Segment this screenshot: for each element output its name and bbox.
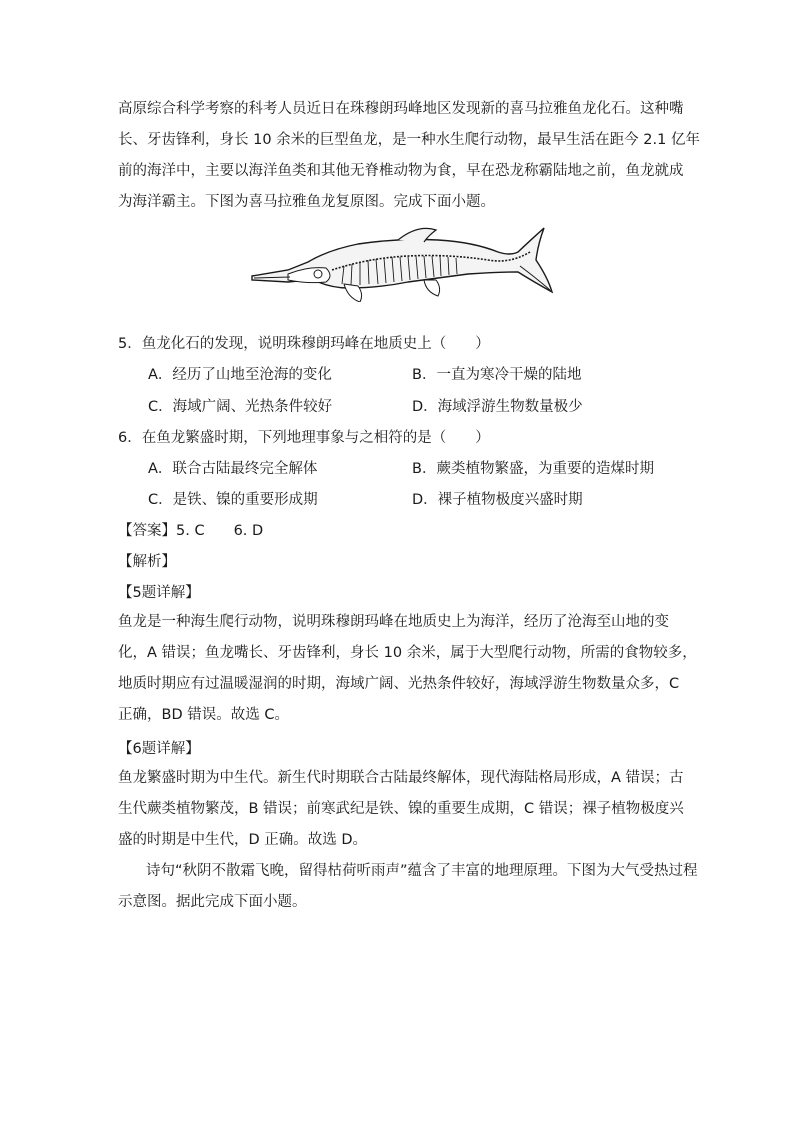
question-6-option-c: C．是铁、镍的重要形成期 [148, 492, 318, 508]
question-5-option-d: D．海域浮游生物数量极少 [412, 399, 583, 415]
question-6-option-d: D．裸子植物极度兴盛时期 [412, 492, 583, 508]
analysis-label: 【解析】 [118, 554, 176, 570]
poem-line: 诗句“秋阴不散霜飞晚，留得枯荷听雨声”蕴含了丰富的地理原理。下图为大气受热过程 [146, 863, 698, 879]
intro-line: 高原综合科学考察的科考人员近日在珠穆朗玛峰地区发现新的喜马拉雅鱼龙化石。这种嘴 [118, 101, 684, 117]
question-6-option-b: B．蕨类植物繁盛，为重要的造煤时期 [412, 461, 654, 477]
detail-6-line: 生代蕨类植物繁茂，B 错误；前寒武纪是铁、镍的重要生成期，C 错误；裸子植物极度兴 [118, 801, 684, 817]
question-5-option-a: A．经历了山地至沧海的变化 [148, 367, 332, 383]
intro-paragraph [118, 94, 700, 218]
question-5-option-c: C．海域广阔、光热条件较好 [148, 399, 333, 415]
detail-5-line: 鱼龙是一种海生爬行动物，说明珠穆朗玛峰在地质史上为海洋，经历了沧海至山地的变 [118, 614, 669, 630]
detail-5-line: 地质时期应有过温暖湿润的时期，海域广阔、光热条件较好，海域浮游生物数量众多，C [118, 676, 680, 692]
poem-line: 示意图。据此完成下面小题。 [118, 894, 307, 910]
detail-5-heading: 【5题详解】 [118, 585, 200, 601]
intro-line: 长、牙齿锋利，身长 10 余米的巨型鱼龙，是一种水生爬行动物，最早生活在距今 2.1 亿年 [118, 132, 700, 148]
detail-6-paragraph [118, 763, 684, 856]
intro-line: 为海洋霸主。下图为喜马拉雅鱼龙复原图。完成下面小题。 [118, 194, 495, 210]
question-6-option-a: A．联合古陆最终完全解体 [148, 461, 318, 477]
detail-6-line: 盛的时期是中生代，D 正确。故选 D。 [118, 832, 368, 848]
detail-5-line: 化，A 错误；鱼龙嘴长、牙齿锋利，身长 10 余米，属于大型爬行动物，所需的食物较多， [118, 645, 697, 661]
detail-5-line: 正确，BD 错误。故选 C。 [118, 707, 289, 723]
detail-6-line: 鱼龙繁盛时期为中生代。新生代时期联合古陆最终解体，现代海陆格局形成，A 错误；古 [118, 770, 684, 786]
detail-6-heading: 【6题详解】 [118, 741, 200, 757]
detail-5-paragraph [118, 607, 697, 731]
ichthyosaur-skeleton-icon [248, 222, 554, 302]
poem-paragraph [118, 856, 698, 918]
answer-line: 【答案】5. C 6. D [118, 523, 264, 539]
intro-line: 前的海洋中，主要以海洋鱼类和其他无脊椎动物为食，早在恐龙称霸陆地之前，鱼龙就成 [118, 163, 684, 179]
question-6-stem: 6．在鱼龙繁盛时期，下列地理事象与之相符的是（ ） [118, 430, 490, 446]
question-5-stem: 5．鱼龙化石的发现，说明珠穆朗玛峰在地质史上（ ） [118, 336, 490, 352]
question-5-option-b: B．一直为寒冷干燥的陆地 [412, 367, 582, 383]
